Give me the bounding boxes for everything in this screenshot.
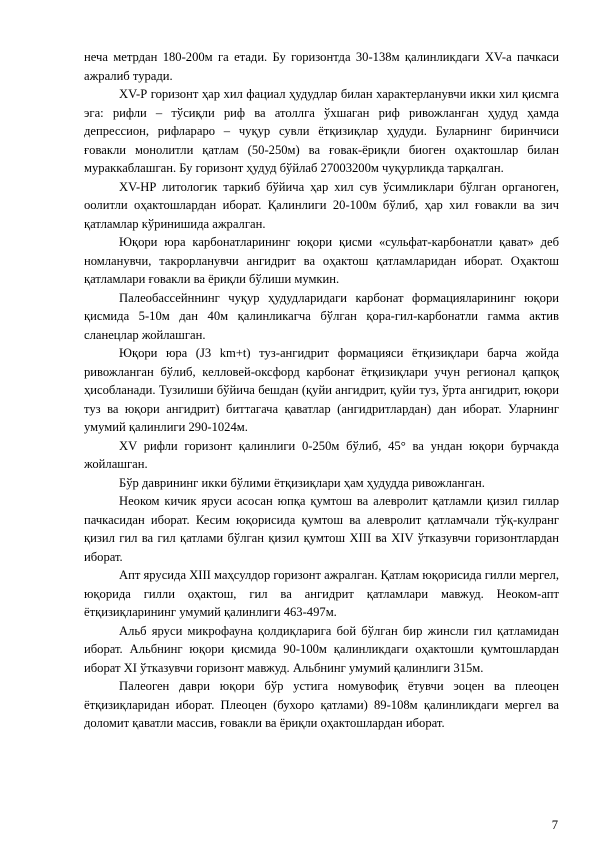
paragraph-8: Бўр даврининг икки бўлими ётқизиқлари ҳам ҳудудда ривожланган. bbox=[119, 475, 485, 490]
paragraph-1: неча метрдан 180-200м га етади. Бу горизонтда 30-138м қалинликдаги XV-а пачкаси ажралиб туради. bbox=[84, 50, 559, 83]
paragraph-5: Палеобассейннинг чуқур ҳудудларидаги карбонат формацияларининг юқори қисмида 5-10м дан 40м қалинликагча бўлган қора-гил-карбонатли гамма актив сланецлар жойлашган. bbox=[84, 290, 559, 342]
paragraph-4: Юқори юра карбонатларининг юқори қисми «сульфат-карбонатли қават» деб номланувчи, такрорланувчи ангидрит ва оҳактош қатламларидан иборат. Оҳактош қатламлари ғовакли ва ёриқли бўлиши мумкин. bbox=[84, 235, 559, 286]
paragraph-12: Палеоген даври юқори бўр устига номувофиқ ётувчи эоцен ва плеоцен ётқизиқларидан иборат. Плеоцен (бухоро қатлами) 89-108м қалинликдаги мергел ва доломит қаватли массив, ғовакли ва ёриқли оҳактошлардан иборат. bbox=[84, 679, 559, 730]
paragraph-3: XV-НР литологик таркиб бўйича ҳар хил сув ўсимликлари бўлган органоген, оолитли оҳактошлардан иборат. Қалинлиги 20-100м бўлиб, ҳар хил ғовакли ва зич қатламлар кўринишида ажралган. bbox=[84, 179, 559, 231]
paragraph-2: XV-Р горизонт ҳар хил фациал ҳудудлар билан характерланувчи икки хил қисмга эга: рифли – тўсиқли риф ва атоллга ўхшаган риф ривожланган ҳудуд ҳамда депрессион, рифлараро – чуқур сувли ётқизиқлар ҳудуди. Буларнинг биринчиси ғовакли монолитли қатлам (50-250м) ва ғовак-ёриқли биоген оҳактошлар билан мураккаблашган. Бу горизонт ҳудуд бўйлаб 27003200м чуқурликда тарқалган. bbox=[84, 87, 559, 175]
page-number: 7 bbox=[551, 818, 558, 832]
paragraph-7: XV рифли горизонт қалинлиги 0-250м бўлиб, 45° ва ундан юқори бурчакда жойлашган. bbox=[84, 438, 559, 471]
paragraph-10: Апт ярусида XIII маҳсулдор горизонт ажралган. Қатлам юқорисида гилли мергел, юқорида гилли оҳактош, гил ва ангидрит қатламлари мавжуд. Неоком-апт ётқизиқларининг умумий қалинлиги 463-497м. bbox=[84, 568, 559, 619]
paragraph-11: Альб яруси микрофауна қолдиқларига бой бўлган бир жинсли гил қатламидан иборат. Альбнинг юқори қисмида 90-100м қалинликдаги оҳактошли қумтошлардан иборат XI ўтказувчи горизонт мавжуд. Альбнинг умумий қалинлиги 315м. bbox=[84, 623, 559, 675]
paragraph-6: Юқори юра (J3 km+t) туз-ангидрит формацияси ётқизиқлари барча жойда ривожланган бўлиб, келловей-оксфорд карбонат ётқизиқлари учун регионал қапқоқ ҳисобланади. Тузилиши бўйича бешдан (қуйи ангидрит, қуйи туз, ўрта ангидрит, юқори туз ва юқори ангидрит) биттагача қаватлар (ангидритлардан) дан иборат. Уларнинг умумий қалинлиги 290-1024м. bbox=[84, 346, 559, 434]
paragraph-9: Неоком кичик яруси асосан юпқа қумтош ва алевролит қатламли қизил гиллар пачкасидан иборат. Кесим юқорисида қумтош ва алевролит қатламчали тўқ-кулранг қизил гил ва гил қатлами бўлган қизил қумтош XIII ва XIV ўтказувчи горизонтлардан иборат. bbox=[84, 494, 559, 564]
document-page bbox=[84, 48, 559, 733]
